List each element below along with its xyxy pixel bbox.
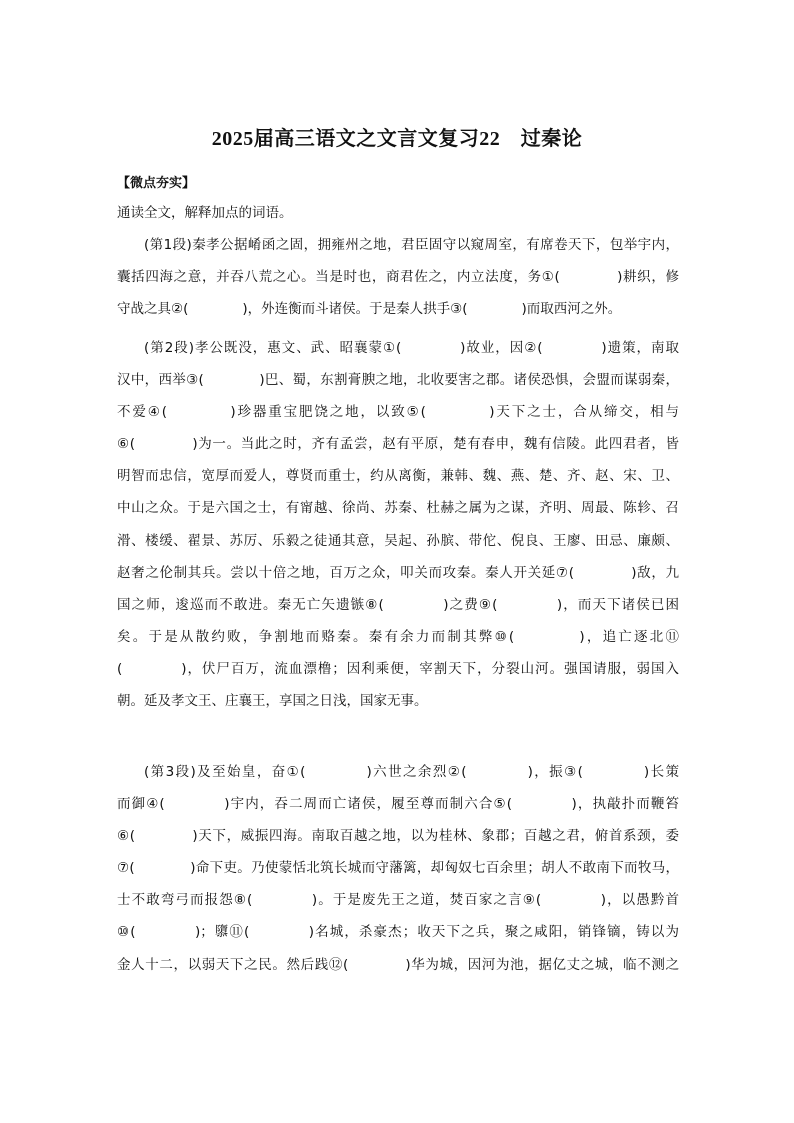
paragraph-line: 金人十二，以弱天下之民。然后践⑫( )华为城，因河为池，据亿丈之城，临不测之: [117, 956, 679, 973]
paragraph-1: [117, 229, 679, 325]
paragraph-line: 国之师，逡巡而不敢进。秦无亡矢遗镞⑧( )之费⑨( )，而天下诸侯已困: [117, 596, 679, 613]
paragraph-line: 而御④( )宇内，吞二周而亡诸侯，履至尊而制六合⑤( )，执敲扑而鞭笞: [117, 796, 679, 813]
paragraph-line: ⑥( )天下，威振四海。南取百越之地，以为桂林、象郡；百越之君，俯首系颈，委: [117, 828, 679, 845]
paragraph-line: ( )，伏尸百万，流血漂橹；因利乘便，宰割天下，分裂山河。强国请服，弱国入: [117, 660, 679, 677]
document-title: 2025届高三语文之文言文复习22 过秦论: [211, 128, 583, 150]
paragraph-line: ⑦( )命下吏。乃使蒙恬北筑长城而守藩篱，却匈奴七百余里；胡人不敢南下而牧马，: [117, 860, 679, 877]
paragraph-2: [117, 332, 679, 717]
paragraph-line: 朝。延及孝文王、庄襄王，享国之日浅，国家无事。: [117, 693, 428, 710]
paragraph-line: ⑩( )；隳⑪( )名城，杀豪杰；收天下之兵，聚之咸阳，销锋镝，铸以为: [117, 924, 679, 941]
paragraph-line: 囊括四海之意，并吞八荒之心。当是时也，商君佐之，内立法度，务①( )耕织，修: [117, 269, 679, 286]
paragraph-line: 不爱④( )珍器重宝肥饶之地，以致⑤( )天下之士，合从缔交，相与: [117, 404, 679, 421]
paragraph-line: 矣。于是从散约败，争割地而赂秦。秦有余力而制其弊⑩( )，追亡逐北⑪: [117, 628, 679, 645]
paragraph-line: 滑、楼缓、翟景、苏厉、乐毅之徒通其意，吴起、孙膑、带佗、倪良、王廖、田忌、廉颇、: [117, 532, 679, 549]
paragraph-line: (第1段)秦孝公据崤函之固，拥雍州之地，君臣固守以窥周室，有席卷天下，包举宇内，: [144, 237, 679, 253]
paragraph-3: [117, 756, 679, 981]
paragraph-line: 明智而忠信，宽厚而爱人，尊贤而重士，约从离衡，兼韩、魏、燕、楚、齐、赵、宋、卫、: [117, 468, 679, 485]
paragraph-line: (第2段)孝公既没，惠文、武、昭襄蒙①( )故业，因②( )遗策，南取: [144, 340, 679, 356]
paragraph-line: 中山之众。于是六国之士，有甯越、徐尚、苏秦、杜赫之属为之谋，齐明、周最、陈轸、召: [117, 500, 679, 517]
paragraph-line: 赵奢之伦制其兵。尝以十倍之地，百万之众，叩关而攻秦。秦人开关延⑦( )敌，九: [117, 564, 679, 581]
paragraph-line: ⑥( )为一。当此之时，齐有孟尝，赵有平原，楚有春申，魏有信陵。此四君者，皆: [117, 436, 679, 453]
paragraph-line: 汉中，西举③( )巴、蜀，东割膏腴之地，北收要害之郡。诸侯恐惧，会盟而谋弱秦，: [117, 372, 679, 389]
paragraph-line: 士不敢弯弓而报怨⑧( )。于是废先王之道，焚百家之言⑨( )，以愚黔首: [117, 892, 679, 909]
instruction-text: 通读全文，解释加点的词语。: [117, 205, 293, 221]
section-heading: 【微点夯实】: [117, 176, 196, 191]
paragraph-line: 守战之具②( )，外连衡而斗诸侯。于是秦人拱手③( )而取西河之外。: [117, 301, 622, 318]
paragraph-line: (第3段)及至始皇，奋①( )六世之余烈②( )，振③( )长策: [144, 764, 679, 780]
